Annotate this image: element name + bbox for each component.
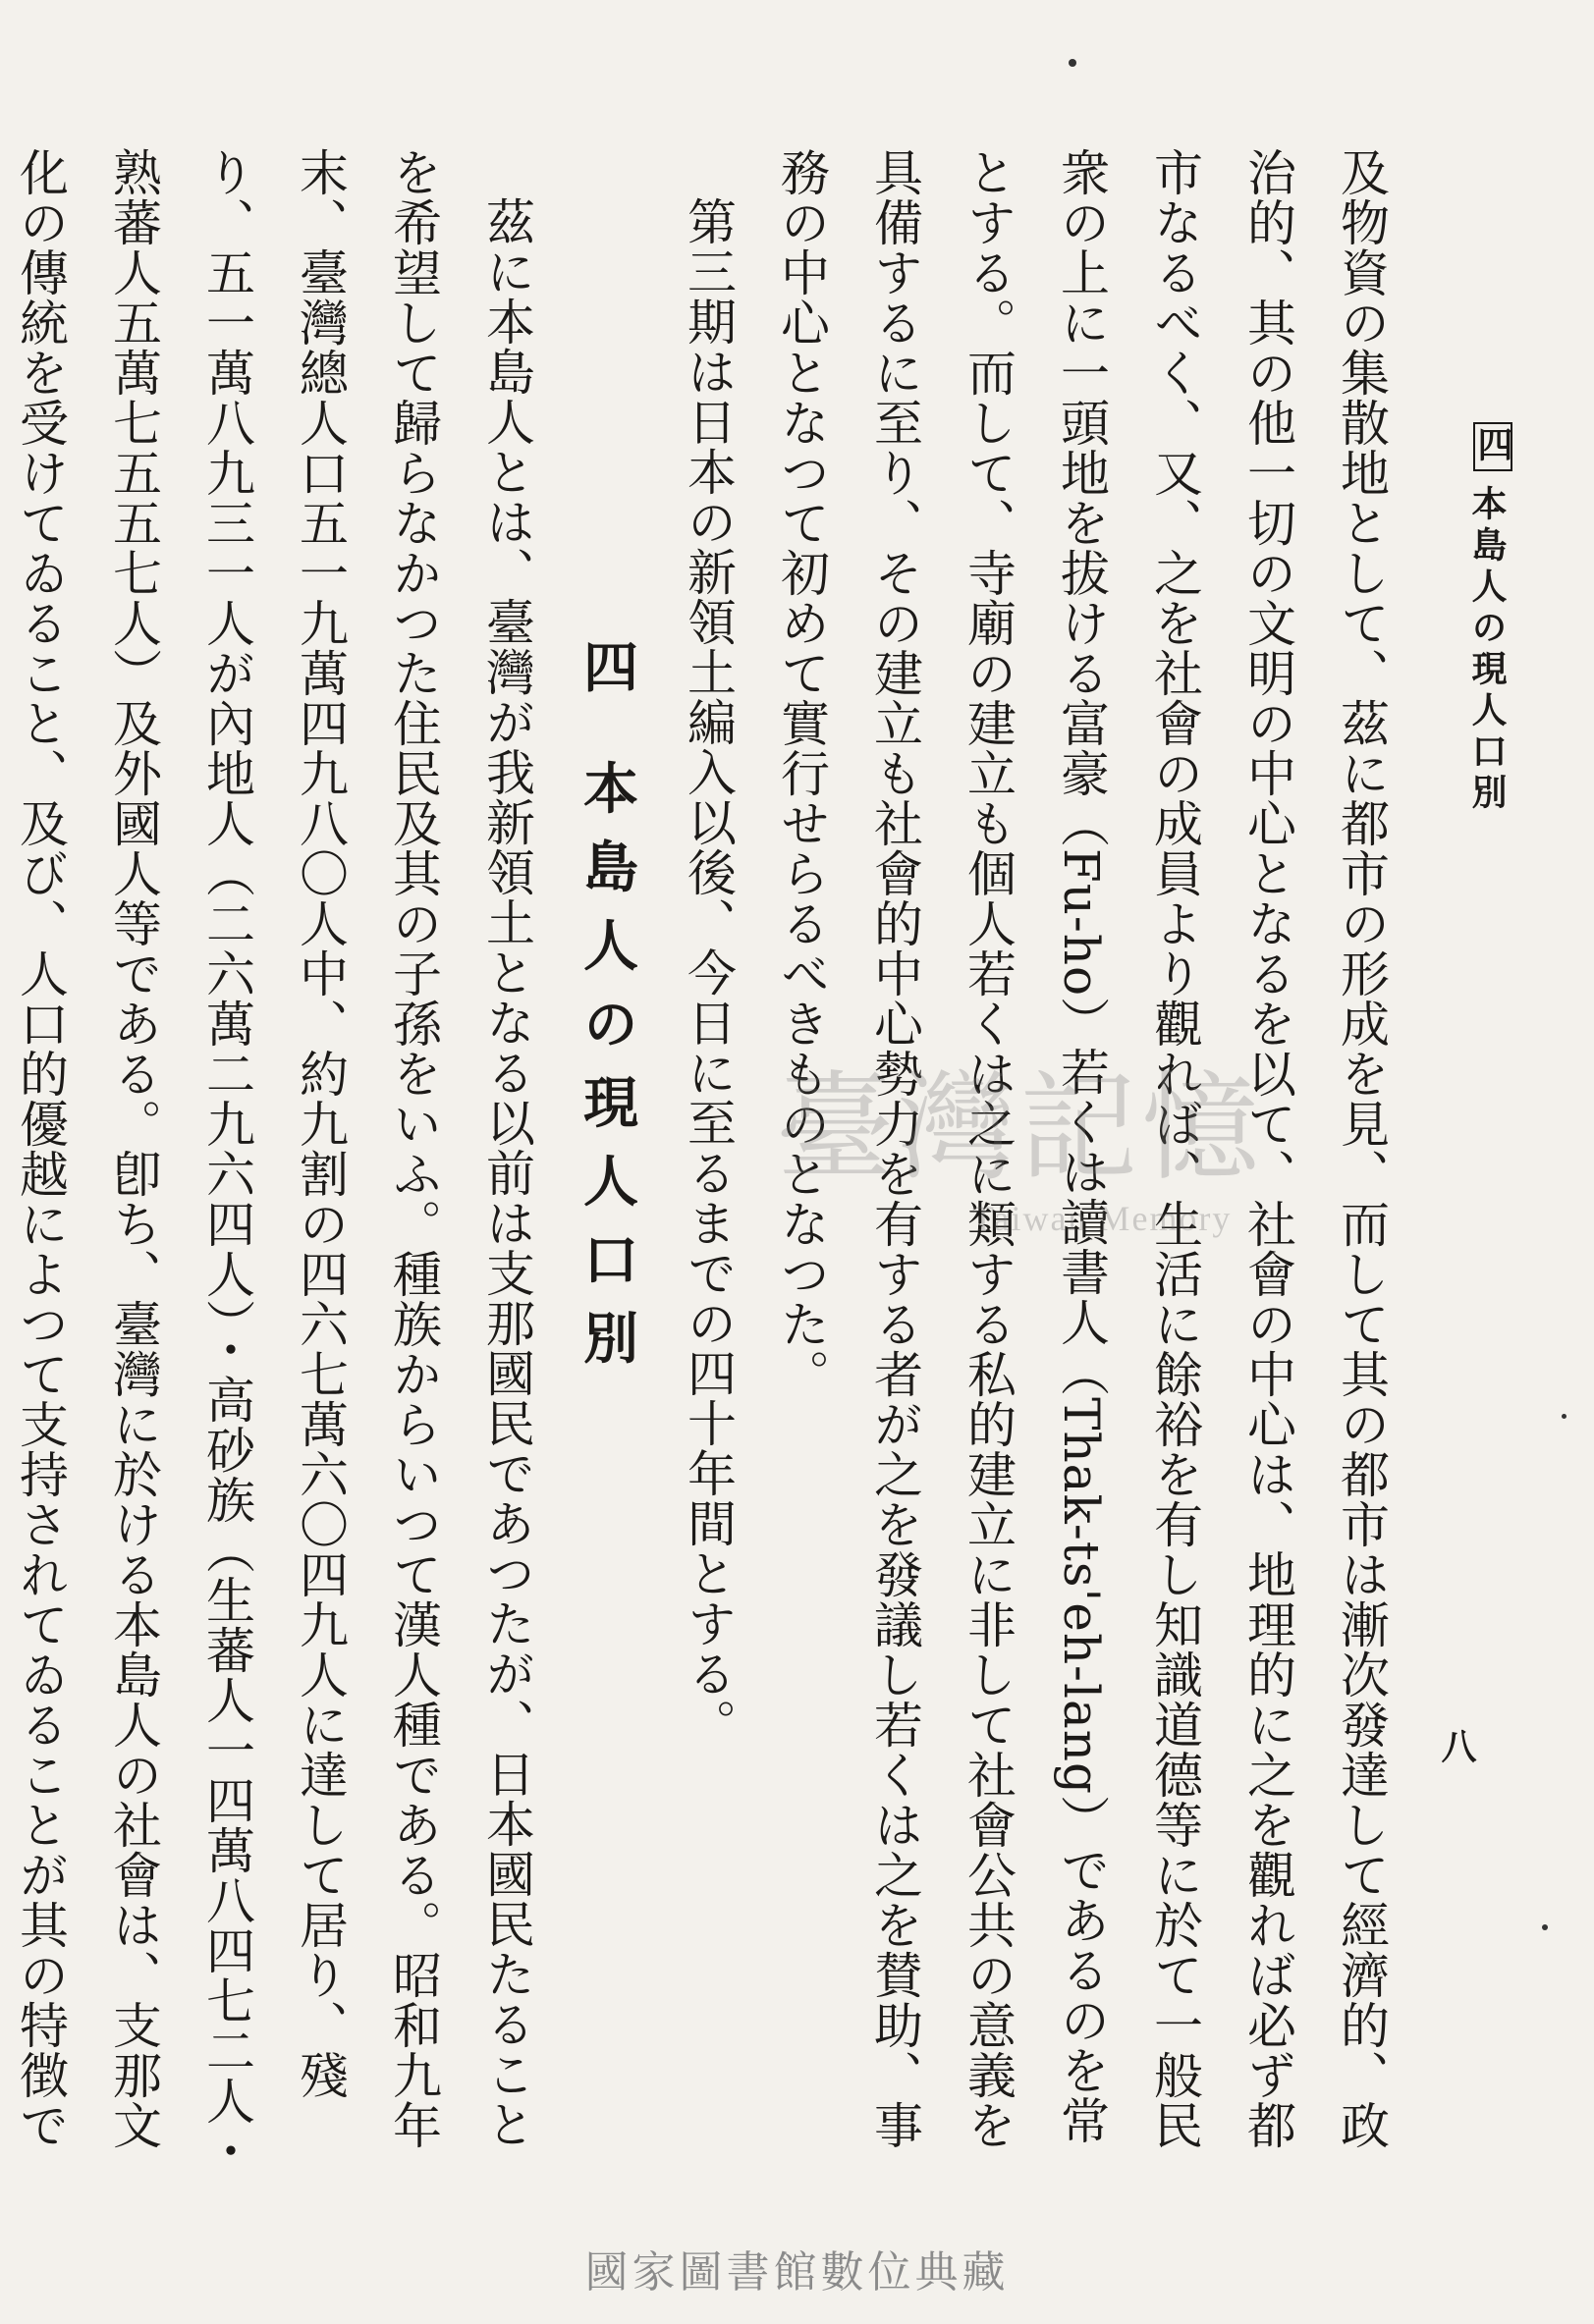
vertical-text-body: [12, 147, 1407, 2180]
running-title: 本島人の現人口別: [1466, 485, 1508, 815]
page-number: 八: [1436, 1728, 1477, 1763]
paragraph-2: 第三期は日本の新領土編入以後、今日に至るまでの四十年間とする。: [680, 196, 737, 1749]
running-header: [1444, 422, 1512, 815]
paragraph-3: 茲に本島人とは、臺灣が我新領土となる以前は支那國民であつたが、日本國民たることを希望して歸らなかつた住民及其の子孫をいふ。種族からいつて漢人種である。昭和九年末、臺灣總人口五一九萬四九八〇人中、約九割の四六七萬六〇四九人に達して居り、殘り、五一萬八九三一人が內地人（二六萬二九六四人）・高砂族（生蕃人一四萬八四七二人・熟蕃人五萬七五五七人）及外國人等である。卽ち、臺灣に於ける本島人の社會は、支那文化の傳統を受けてゐること、及び、人口的優越によつて支持されてゐることが其の特徴で: [12, 147, 535, 2176]
paragraph-1: 及物資の集散地として、茲に都市の形成を見、而して其の都市は漸次發達して經濟的、政治的、其の他一切の文明の中心となるを以て、社會の中心は、地理的に之を觀れば必ず都市なるべく、又、之を社會の成員より觀れば、生活に餘裕を有し知識道德等に於て一般民衆の上に一頭地を拔ける富豪（Fu-ho）若くは讀書人（Thak-ts'eh-lang）であるのを常とする。而して、寺廟の建立も個人若くは之に類する私的建立に非して社會公共の意義を具備するに至り、その建立も社會的中心勢力を有する者が之を發議し若くは之を賛助、事務の中心となつて初めて實行せらるべきものとなつた。: [773, 147, 1390, 2150]
ink-speck: [1562, 1414, 1567, 1419]
watermark-latin: Taiwan Memory: [972, 1199, 1233, 1238]
watermark-text: 臺灣記憶: [776, 1060, 1263, 1197]
footer-credit: 國家圖書館數位典藏: [584, 2247, 1010, 2297]
ink-speck: [1542, 1924, 1548, 1930]
section-title: 四 本島人の現人口別: [575, 638, 639, 1388]
section-number: 四: [1473, 422, 1512, 471]
ink-speck: [1069, 59, 1076, 67]
